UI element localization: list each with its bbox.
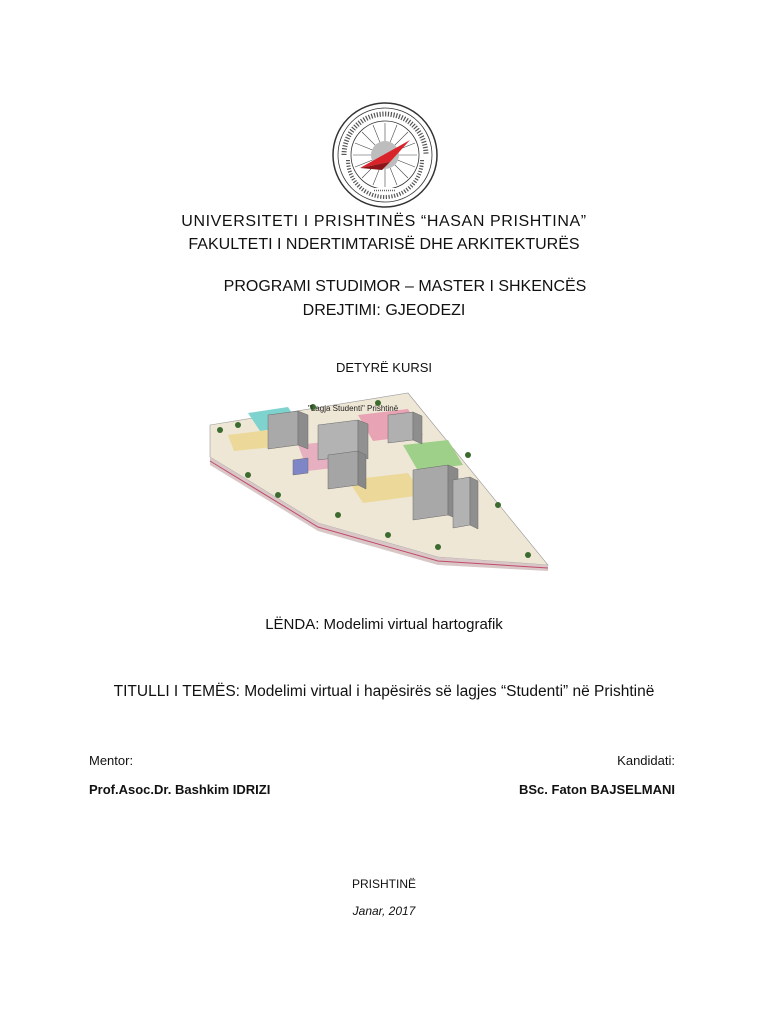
date: Janar, 2017 — [352, 904, 416, 918]
study-direction: DREJTIMI: GJEODEZI — [302, 302, 466, 319]
city: PRISHTINË — [351, 877, 416, 891]
model-caption: "Lagja Studenti" Prishtinë — [308, 404, 399, 413]
subject-line: LËNDA: Modelimi virtual hartografik — [265, 616, 503, 633]
mentor-label: Mentor: — [89, 753, 134, 768]
candidate-label: Kandidati: — [617, 753, 675, 768]
3d-city-model-image — [208, 385, 553, 580]
candidate-name: BSc. Faton BAJSELMANI — [518, 782, 675, 797]
study-program: PROGRAMI STUDIMOR – MASTER I SHKENCËS — [223, 278, 587, 295]
university-name: UNIVERSITETI I PRISHTINËS “HASAN PRISHTINA” — [181, 213, 587, 230]
document-type: DETYRË KURSI — [335, 360, 433, 375]
mentor-name: Prof.Asoc.Dr. Bashkim IDRIZI — [89, 782, 271, 797]
faculty-name: FAKULTETI I NDERTIMTARISË DHE ARKITEKTURËS — [188, 236, 580, 253]
university-seal-logo — [330, 100, 440, 210]
thesis-title: TITULLI I TEMËS: Modelimi virtual i hapësirës së lagjes “Studenti” në Prishtinë — [113, 683, 655, 700]
